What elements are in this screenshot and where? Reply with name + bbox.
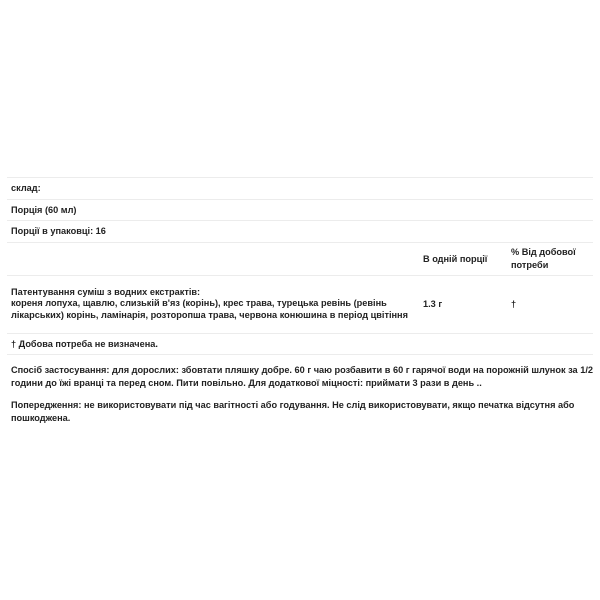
- servings-per-container-row: [7, 221, 593, 243]
- daily-value-column-header: % Від добової потреби: [511, 246, 576, 270]
- composition-row: [7, 178, 593, 200]
- serving-size-row: [7, 200, 593, 222]
- ingredient-detail: кореня лопуха, щавлю, слизькій в'яз (корінь), крес трава, турецька ревінь (ревінь лікарських) корінь, ламінарія, розторопша трава, червона конюшина в період цвітіння: [11, 298, 408, 320]
- ingredient-title: Патентування суміш з водних екстрактів:: [11, 286, 201, 297]
- table-header-row: [7, 243, 593, 276]
- product-notes: [7, 364, 593, 434]
- servings-per-container: Порції в упаковці: 16: [11, 226, 106, 237]
- composition-label: склад:: [11, 183, 41, 194]
- ingredient-amount: 1.3 г: [423, 299, 443, 309]
- table-row: [7, 276, 593, 334]
- ingredient-name: [11, 287, 423, 322]
- amount-column-header: В одній порції: [423, 253, 488, 264]
- serving-size: Порція (60 мл): [11, 204, 77, 215]
- usage-instructions: Спосіб застосування: для дорослих: збовтати пляшку добре. 60 г чаю розбавити в 60 г гарячої води на порожній шлунок за 1/2 години до їжі вранці та перед сном. Пити повільно. Для додаткової міцності: приймати 3 рази в день ..: [11, 365, 593, 388]
- footnote-row: [7, 334, 593, 355]
- ingredient-daily-value: †: [511, 299, 517, 309]
- warning-text: Попередження: не використовувати під час вагітності або годування. Не слід використовувати, якщо печатка відсутня або пошкоджена.: [11, 400, 575, 423]
- footnote-text: † Добова потреба не визначена.: [11, 338, 158, 349]
- supplement-facts-table: [7, 177, 593, 355]
